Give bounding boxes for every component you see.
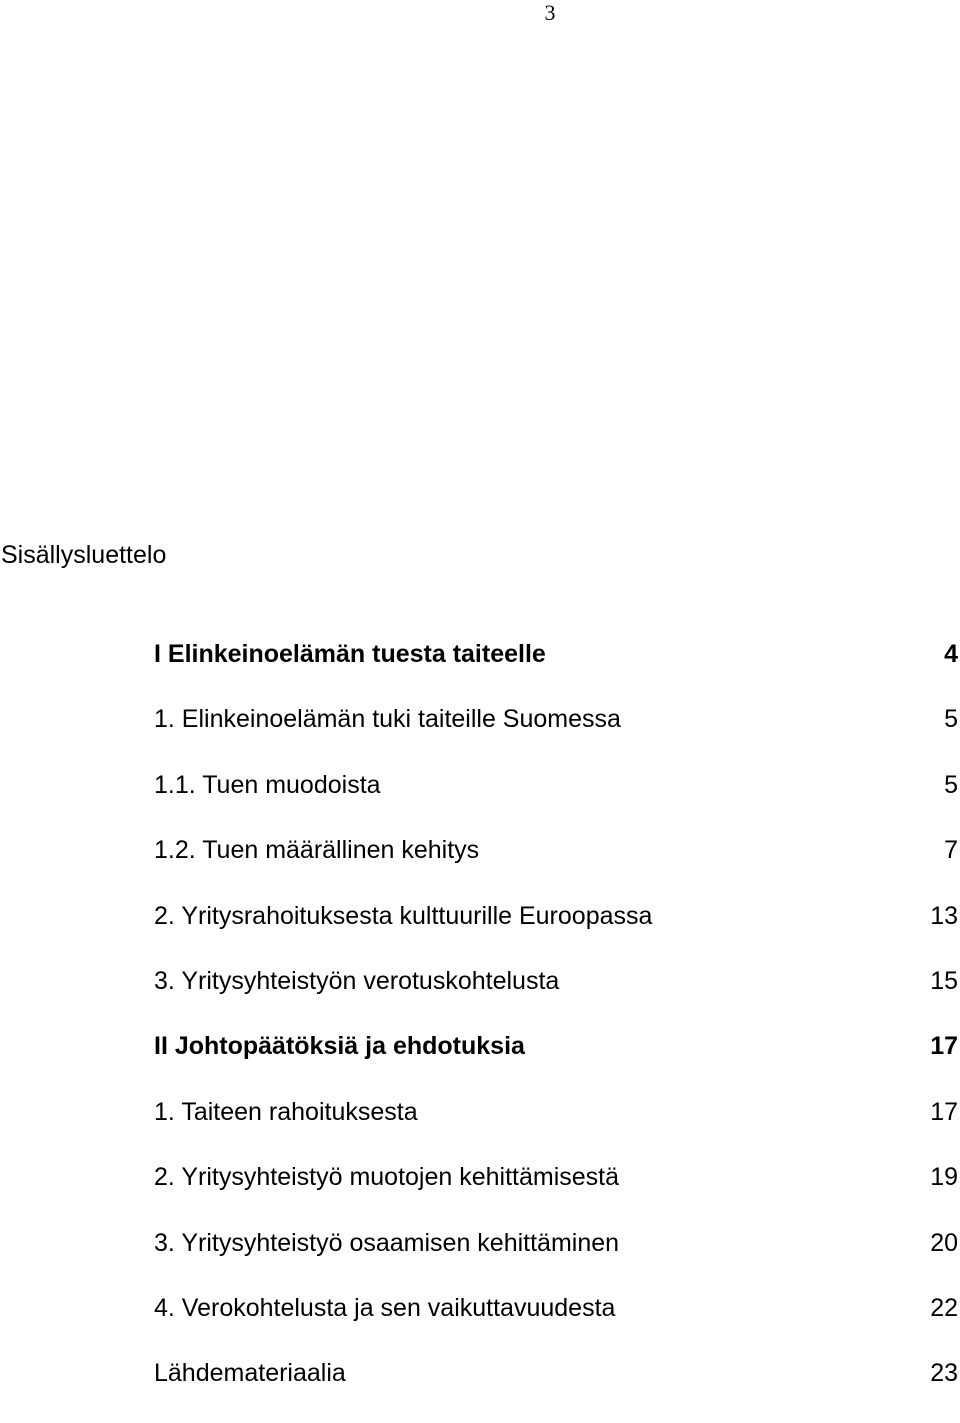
toc-entry-page: 4 [944,640,958,668]
toc-entry-label: 2. Yritysyhteistyö muotojen kehittämisestä [154,1163,620,1192]
toc-entry-page: 17 [930,1097,958,1126]
toc-entry[interactable] [154,1096,958,1161]
toc-entry-label: 1. Elinkeinoelämän tuki taiteille Suomessa [154,705,621,734]
toc-entry-label: 3. Yritysyhteistyö osaamisen kehittäminen [154,1228,620,1257]
toc-entry-page: 5 [944,770,958,799]
toc-entry[interactable] [154,834,958,899]
toc-entry-label: I Elinkeinoelämän tuesta taiteelle [154,640,546,668]
page-number: 3 [544,0,556,25]
toc-entry-label: 3. Yritysyhteistyön verotuskohtelusta [154,966,560,995]
toc-entry-label: 1. Taiteen rahoituksesta [154,1097,418,1126]
toc-entry[interactable] [154,900,958,965]
toc-entry-label: Lähdemateriaalia [154,1359,346,1388]
toc-entry[interactable] [154,769,958,834]
toc-entry-page: 7 [944,836,958,865]
toc-entry-page: 23 [930,1359,958,1388]
toc-entry-page: 19 [930,1163,958,1192]
toc-entry-label: 2. Yritysrahoituksesta kulttuurille Euroopassa [154,901,653,930]
toc-entry-page: 15 [930,966,958,995]
toc-entry-page: 17 [930,1032,958,1061]
toc-entry-page: 13 [930,901,958,930]
toc-entry[interactable] [154,703,958,768]
toc-entry-page: 22 [930,1293,958,1322]
toc-entry-label: II Johtopäätöksiä ja ehdotuksia [154,1032,525,1061]
toc-heading: Sisällysluettelo [1,541,167,569]
toc-entry[interactable] [154,1227,958,1292]
toc-entry-label: 1.2. Tuen määrällinen kehitys [154,836,480,865]
toc-entry[interactable] [154,1161,958,1226]
toc-entry-part-1[interactable] [154,638,958,703]
toc-entry-label: 1.1. Tuen muodoista [154,770,381,799]
toc-entry-page: 20 [930,1228,958,1257]
toc-entry[interactable] [154,1357,958,1422]
toc-entry[interactable] [154,965,958,1030]
toc-entry-part-2[interactable] [154,1030,958,1095]
toc-entry-label: 4. Verokohtelusta ja sen vaikuttavuudesta [154,1293,616,1322]
toc-entry[interactable] [154,1292,958,1357]
toc-entry-page: 5 [944,705,958,734]
table-of-contents [154,638,958,1423]
